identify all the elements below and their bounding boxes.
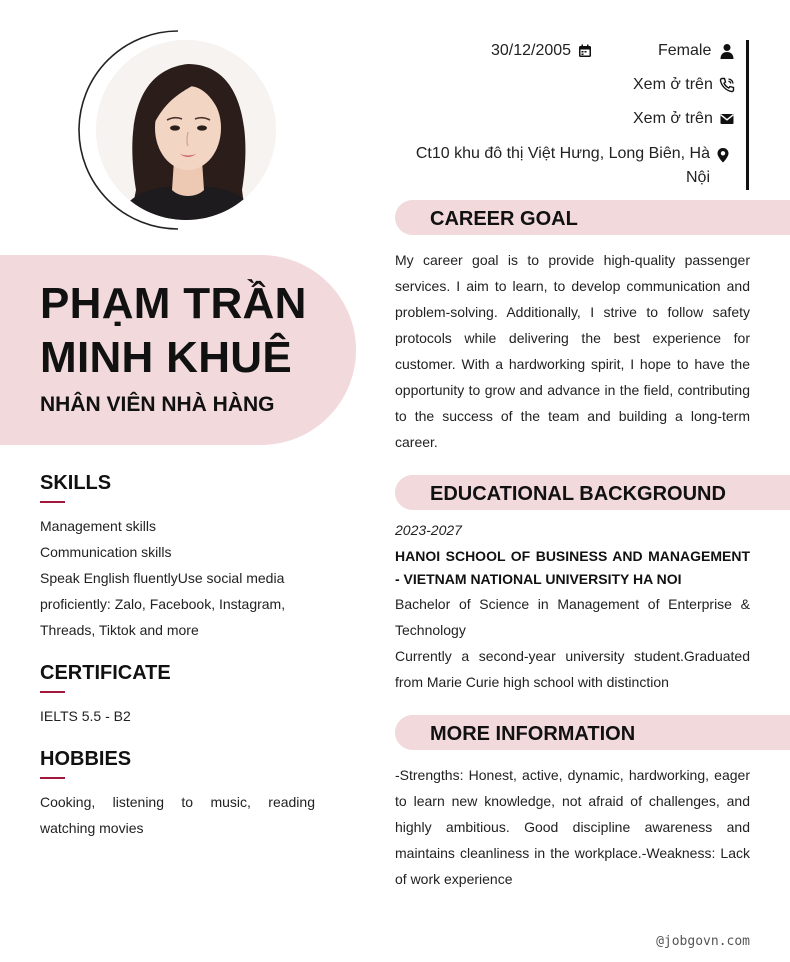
name-banner bbox=[0, 255, 356, 445]
education-note: Currently a second-year university student.Graduated from Marie Curie high school with distinction bbox=[395, 648, 750, 690]
birthdate-value: 30/12/2005 bbox=[491, 42, 572, 59]
mail-icon bbox=[719, 111, 735, 127]
full-name-line2: MINH KHUÊ bbox=[40, 333, 293, 382]
education-school: HANOI SCHOOL OF BUSINESS AND MANAGEMENT - VIETNAM NATIONAL UNIVERSITY HA NOI bbox=[395, 548, 750, 587]
skill-item: Management skills bbox=[40, 518, 156, 534]
more-info-header bbox=[395, 715, 790, 750]
education-header bbox=[395, 475, 790, 510]
career-goal-title: CAREER GOAL bbox=[430, 208, 578, 230]
more-info-title: MORE INFORMATION bbox=[430, 723, 636, 745]
hobbies-underline bbox=[40, 777, 65, 779]
profile-photo bbox=[78, 30, 278, 230]
avatar bbox=[96, 40, 276, 220]
calendar-icon bbox=[577, 43, 593, 59]
gender-row bbox=[658, 42, 735, 60]
skills-section bbox=[40, 472, 340, 643]
skills-title: SKILLS bbox=[40, 472, 112, 494]
contact-divider bbox=[746, 40, 749, 190]
location-icon bbox=[715, 147, 731, 163]
education-years: 2023-2027 bbox=[395, 522, 462, 538]
education-degree: Bachelor of Science in Management of Enterprise & Technology bbox=[395, 596, 750, 638]
email-value: Xem ở trên bbox=[633, 110, 713, 127]
gender-value: Female bbox=[658, 42, 712, 59]
skills-underline bbox=[40, 501, 65, 503]
certificate-section bbox=[40, 662, 340, 729]
phone-icon bbox=[719, 77, 735, 93]
phone-row bbox=[633, 76, 735, 94]
birthdate-row bbox=[491, 42, 593, 60]
hobbies-title: HOBBIES bbox=[40, 748, 132, 770]
skill-item: Speak English fluentlyUse social media proficiently: Zalo, Facebook, Instagram, Threads, Tiktok and more bbox=[40, 570, 286, 638]
email-row bbox=[633, 110, 735, 128]
job-title: NHÂN VIÊN NHÀ HÀNG bbox=[40, 393, 275, 416]
career-goal-text: My career goal is to provide high-quality passenger services. I aim to learn, to develop communication and problem-solving. Additionally, I strive to follow safety protocols while delivering the best experience for customer. With a hardworking spirit, I hope to have the opportunity to grow and advance in the field, contributing to the success of the team and building a long-term career. bbox=[395, 252, 750, 450]
skill-item: Communication skills bbox=[40, 544, 172, 560]
more-info-text: -Strengths: Honest, active, dynamic, hardworking, eager to learn new knowledge, not afraid of challenges, and highly ambitious. Good discipline awareness and maintains cleanliness in the workplace.-Weakness: Lack of work experience bbox=[395, 767, 750, 887]
watermark: @jobgovn.com bbox=[656, 934, 750, 949]
education-title: EDUCATIONAL BACKGROUND bbox=[430, 483, 726, 505]
career-goal-header bbox=[395, 200, 790, 235]
certificate-underline bbox=[40, 691, 65, 693]
address-value: Ct10 khu đô thị Việt Hưng, Long Biên, Hà Nội bbox=[415, 145, 710, 186]
certificate-item: IELTS 5.5 - B2 bbox=[40, 708, 131, 724]
certificate-title: CERTIFICATE bbox=[40, 662, 171, 684]
person-icon bbox=[719, 43, 735, 59]
hobbies-text: Cooking, listening to music, reading watching movies bbox=[40, 794, 315, 836]
phone-value: Xem ở trên bbox=[633, 76, 713, 93]
hobbies-section bbox=[40, 748, 315, 841]
full-name-line1: PHẠM TRẦN bbox=[40, 279, 307, 328]
